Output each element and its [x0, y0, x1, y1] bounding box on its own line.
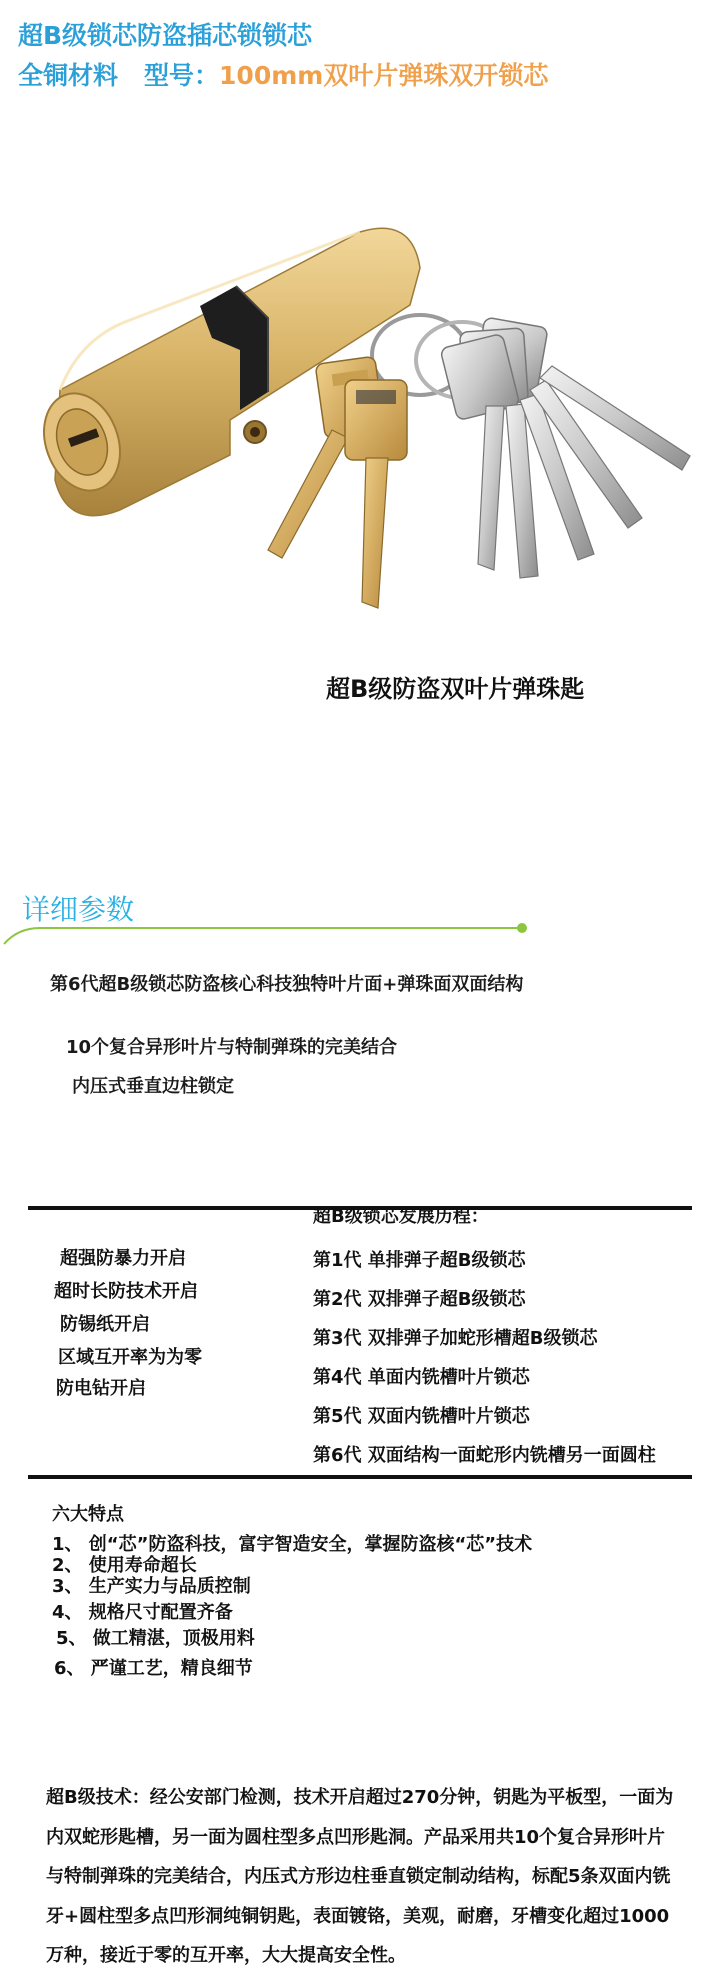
param-line-2: 10个复合异形叶片与特制弹珠的完美结合 [66, 1037, 398, 1058]
feature-item: 6、 严谨工艺，精良细节 [54, 1658, 253, 1679]
material-label: 全铜材料 [18, 61, 119, 90]
history-generation: 第6代 双面结构一面蛇形内铣槽另一面圆柱 [313, 1445, 656, 1466]
divider-bottom [28, 1475, 692, 1479]
steel-keys [440, 317, 690, 578]
param-line-3: 内压式垂直边柱锁定 [72, 1076, 234, 1097]
tech-description: 超B级技术：经公安部门检测，技术开启超过270分钟，钥匙为平板型，一面为内双蛇形匙槽，另一面为圆柱型多点凹形匙洞。产品采用共10个复合异形叶片与特制弹珠的完美结合，内压式方形边柱垂直锁定制动结构，标配5条双面内铣牙+圆柱型多点凹形洞纯铜钥匙，表面镀铬，美观，耐磨，牙槽变化超过1000万种，接近于零的互开率，大大提高安全性。 [46, 1787, 674, 1966]
model-value: 100mm双叶片弹珠双开锁芯 [219, 61, 549, 90]
history-title: 超B级锁芯发展历程： [313, 1206, 489, 1227]
param-line-1: 第6代超B级锁芯防盗核心科技独特叶片面+弹珠面双面结构 [50, 974, 524, 995]
protection-item: 超强防暴力开启 [60, 1248, 186, 1269]
feature-item: 3、 生产实力与品质控制 [52, 1576, 251, 1597]
feature-item: 4、 规格尺寸配置齐备 [52, 1602, 233, 1623]
history-generation: 第2代 双排弹子超B级锁芯 [313, 1289, 526, 1310]
features-title: 六大特点 [52, 1504, 124, 1525]
brass-keys [268, 356, 407, 608]
feature-item: 5、 做工精湛，顶极用料 [56, 1628, 255, 1649]
history-generation: 第4代 单面内铣槽叶片锁芯 [313, 1367, 530, 1388]
model-label: 型号： [144, 61, 220, 90]
product-subtitle [18, 56, 548, 92]
history-generation: 第5代 双面内铣槽叶片锁芯 [313, 1406, 530, 1427]
lock-cylinder-with-keys-image [0, 210, 710, 630]
history-generation: 第1代 单排弹子超B级锁芯 [313, 1250, 526, 1271]
protection-item: 防锡纸开启 [60, 1314, 150, 1335]
protection-item: 防电钻开启 [56, 1378, 146, 1399]
protection-item: 区域互开率为为零 [58, 1347, 202, 1368]
protection-item: 超时长防技术开启 [54, 1281, 198, 1302]
product-title: 超B级锁芯防盗插芯锁锁芯 [18, 21, 313, 50]
product-caption: 超B级防盗双叶片弹珠匙 [326, 675, 585, 703]
feature-item: 1、 创“芯”防盗科技，富宇智造安全，掌握防盗核“芯”技术 [52, 1534, 533, 1555]
section-divider-line [0, 916, 540, 946]
history-block [0, 1200, 692, 1470]
feature-item: 2、 使用寿命超长 [52, 1555, 197, 1576]
section-title-params: 详细参数 [22, 893, 135, 926]
history-generation: 第3代 双排弹子加蛇形槽超B级锁芯 [313, 1328, 598, 1349]
